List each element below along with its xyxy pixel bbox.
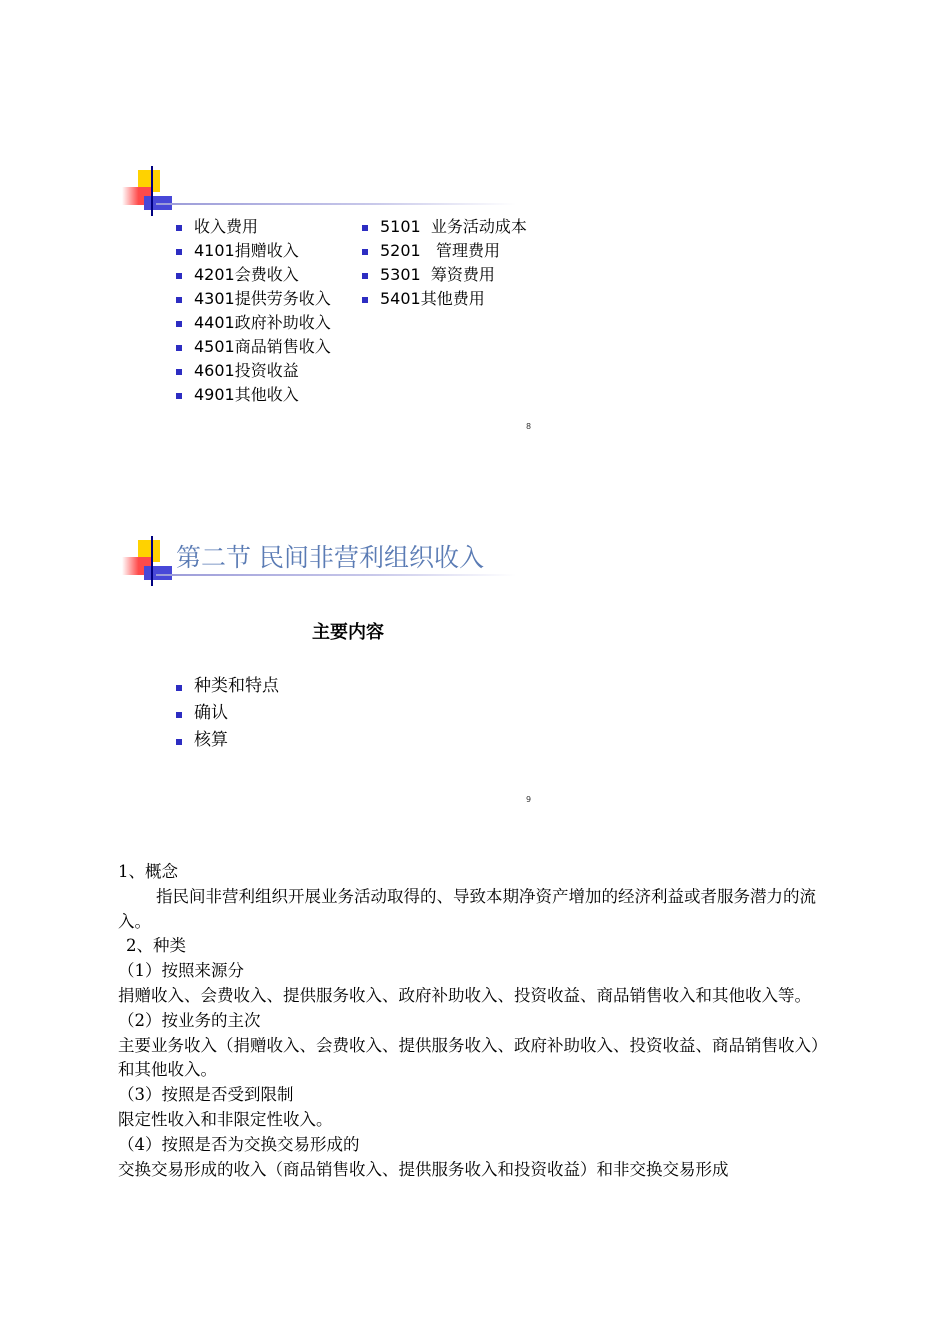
list-item: 4901其他收入 [176, 383, 331, 407]
list-item: 5301 筹资费用 [362, 263, 527, 287]
slide-title: 第二节 民间非营利组织收入 [176, 543, 484, 572]
slide-subtitle: 主要内容 [312, 622, 384, 643]
list-item: 4601投资收益 [176, 359, 331, 383]
list-item: 4101捐赠收入 [176, 239, 331, 263]
paragraph: 主要业务收入（捐赠收入、会费收入、提供服务收入、政府补助收入、投资收益、商品销售收入）和其他收入。 [118, 1035, 828, 1080]
slide-decoration-icon [118, 166, 178, 220]
title-divider [156, 574, 516, 576]
title-divider [156, 203, 516, 205]
sub-heading: （1）按照来源分 [118, 961, 244, 981]
sub-heading: （3）按照是否受到限制 [118, 1085, 294, 1105]
list-item: 收入费用 [176, 215, 331, 239]
list-item: 4201会费收入 [176, 263, 331, 287]
content-list [176, 673, 279, 754]
section-heading: 2、种类 [126, 936, 186, 956]
paragraph: 限定性收入和非限定性收入。 [118, 1109, 333, 1129]
list-item: 4401政府补助收入 [176, 311, 331, 335]
list-item: 确认 [176, 700, 279, 727]
list-item: 4501商品销售收入 [176, 335, 331, 359]
slide-decoration-icon [118, 536, 178, 590]
section-heading: 1、概念 [118, 862, 178, 881]
paragraph: 指民间非营利组织开展业务活动取得的、导致本期净资产增加的经济利益或者服务潜力的流入。 [118, 886, 816, 931]
slide-9 [118, 530, 538, 810]
list-item: 5101 业务活动成本 [362, 215, 527, 239]
list-item: 种类和特点 [176, 673, 279, 700]
income-account-list [176, 215, 331, 407]
list-item: 5401其他费用 [362, 287, 527, 311]
paragraph: 捐赠收入、会费收入、提供服务收入、政府补助收入、投资收益、商品销售收入和其他收入等。 [118, 985, 811, 1005]
slide-page-number: 9 [526, 795, 532, 804]
paragraph: 交换交易形成的收入（商品销售收入、提供服务收入和投资收益）和非交换交易形成 [118, 1159, 729, 1179]
expense-account-list [362, 215, 527, 311]
sub-heading: （4）按照是否为交换交易形成的 [118, 1134, 360, 1154]
list-item: 4301提供劳务收入 [176, 287, 331, 311]
list-item: 5201 管理费用 [362, 239, 527, 263]
sub-heading: （2）按业务的主次 [118, 1010, 261, 1030]
list-item: 核算 [176, 727, 279, 754]
document-body [118, 860, 834, 1182]
slide-8 [118, 160, 538, 440]
slide-page-number: 8 [526, 422, 532, 431]
